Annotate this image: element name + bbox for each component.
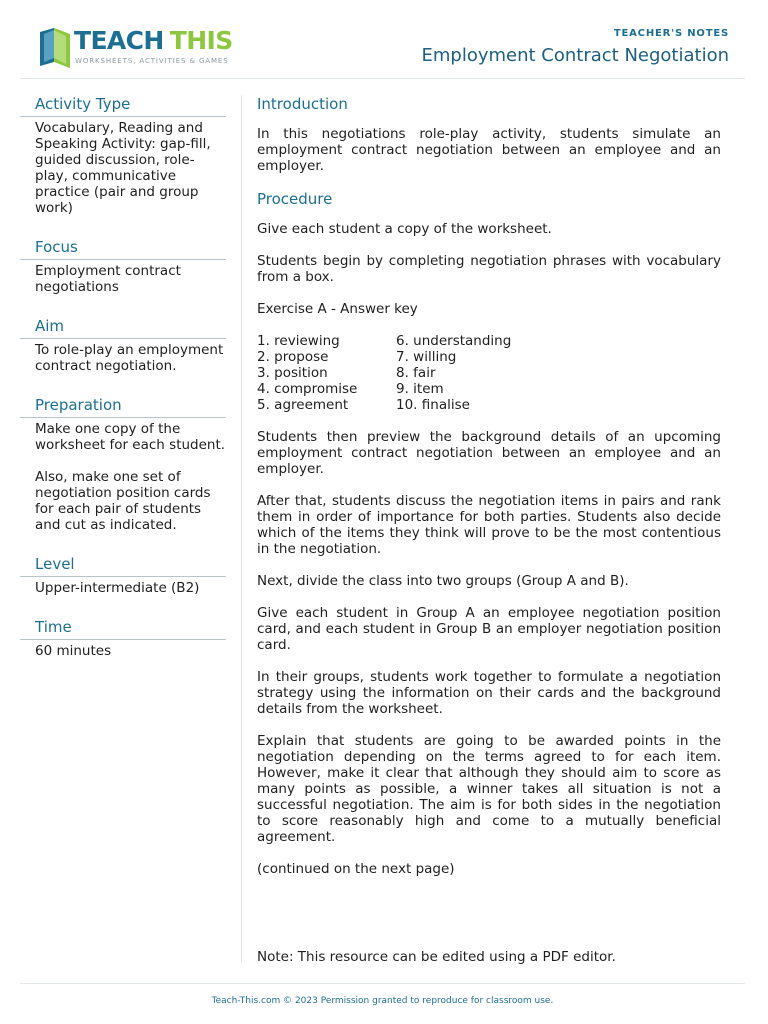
- sidebar-section: [20, 95, 226, 216]
- column-divider: [241, 95, 242, 963]
- sidebar-heading: Level: [20, 555, 226, 577]
- sidebar-heading: Time: [20, 618, 226, 640]
- procedure-paragraph: After that, students discuss the negotiation items in pairs and rank them in order of importance for both parties. Students also decide which of the items they think will prove to be the most contentious in the negotiation.: [257, 493, 721, 557]
- sidebar-section: [20, 396, 226, 533]
- book-icon: [36, 24, 74, 68]
- sidebar-section: [20, 238, 226, 295]
- teach-this-logo[interactable]: [36, 24, 236, 72]
- sidebar-heading: Preparation: [20, 396, 226, 418]
- sidebar-body: [20, 577, 226, 596]
- sidebar-text: Also, make one set of negotiation position cards for each pair of students and cut as indicated.: [35, 469, 211, 533]
- procedure-paragraph: Give each student a copy of the worksheet.: [257, 221, 552, 237]
- answer-item: 10. finalise: [396, 397, 470, 413]
- sidebar-heading: Activity Type: [20, 95, 226, 117]
- answer-item: 1. reviewing: [257, 333, 340, 349]
- sidebar-text: 60 minutes: [35, 643, 112, 659]
- answer-item: 8. fair: [396, 365, 436, 381]
- copyright-text: Teach-This.com © 2023 Permission granted to reproduce for classroom use.: [211, 996, 554, 1006]
- procedure-paragraph: Give each student in Group A an employee negotiation position card, and each student in Group B an employer negotiation position card.: [257, 605, 721, 653]
- answer-item: 9. item: [396, 381, 444, 397]
- pdf-editor-note: Note: This resource can be edited using a PDF editor.: [257, 949, 616, 965]
- page-title: Employment Contract Negotiation: [421, 45, 729, 66]
- sidebar-body: [20, 418, 226, 533]
- introduction-heading: Introduction: [257, 95, 348, 113]
- sidebar-section: [20, 317, 226, 374]
- introduction-text: In this negotiations role-play activity, students simulate an employment contract negotiation between an employee and an employer.: [257, 126, 721, 174]
- logo-wordmark: TEACH THIS: [74, 26, 233, 55]
- sidebar-body: [20, 339, 226, 374]
- page-header: [20, 14, 745, 79]
- procedure-paragraph: Students begin by completing negotiation phrases with vocabulary from a box.: [257, 253, 721, 285]
- sidebar-body: [20, 117, 226, 216]
- sidebar: [20, 95, 226, 681]
- sidebar-heading: Focus: [20, 238, 226, 260]
- answer-key-title: Exercise A - Answer key: [257, 301, 418, 317]
- procedure-paragraph: Students then preview the background details of an upcoming employment contract negotiation between an employee and an employer.: [257, 429, 721, 477]
- procedure-paragraph: Explain that students are going to be awarded points in the negotiation depending on the terms agreed to for each item. However, make it clear that although they should aim to score as many points as possible, a winner takes all situation is not a successful negotiation. The aim is for both sides in the negotiation to score reasonably high and come to a mutually beneficial agreement.: [257, 733, 721, 845]
- procedure-heading: Procedure: [257, 190, 333, 208]
- answer-item: 3. position: [257, 365, 328, 381]
- sidebar-heading: Aim: [20, 317, 226, 339]
- sidebar-text: Vocabulary, Reading and Speaking Activity: gap-fill, guided discussion, role-play, communicative practice (pair and group work): [35, 120, 211, 216]
- answer-item: 7. willing: [396, 349, 457, 365]
- sidebar-text: Employment contract negotiations: [35, 263, 181, 295]
- continued-note: (continued on the next page): [257, 861, 455, 877]
- procedure-paragraph: Next, divide the class into two groups (Group A and B).: [257, 573, 629, 589]
- logo-tagline: WORKSHEETS, ACTIVITIES & GAMES: [75, 57, 229, 65]
- procedure-paragraph: In their groups, students work together to formulate a negotiation strategy using the information on their cards and the background details from the worksheet.: [257, 669, 721, 717]
- answer-item: 6. understanding: [396, 333, 512, 349]
- answer-item: 5. agreement: [257, 397, 349, 413]
- sidebar-section: [20, 618, 226, 659]
- answer-key-list: [257, 333, 721, 413]
- footer: [20, 983, 745, 1006]
- main-content: [257, 95, 721, 893]
- answer-item: 4. compromise: [257, 381, 358, 397]
- sidebar-body: [20, 260, 226, 295]
- answer-item: 2. propose: [257, 349, 329, 365]
- sidebar-text: To role-play an employment contract negotiation.: [35, 342, 224, 374]
- sidebar-text: Make one copy of the worksheet for each student.: [35, 421, 226, 453]
- sidebar-text: Upper-intermediate (B2): [35, 580, 200, 596]
- sidebar-body: [20, 640, 226, 659]
- sidebar-section: [20, 555, 226, 596]
- teachers-notes-label: TEACHER'S NOTES: [613, 28, 729, 39]
